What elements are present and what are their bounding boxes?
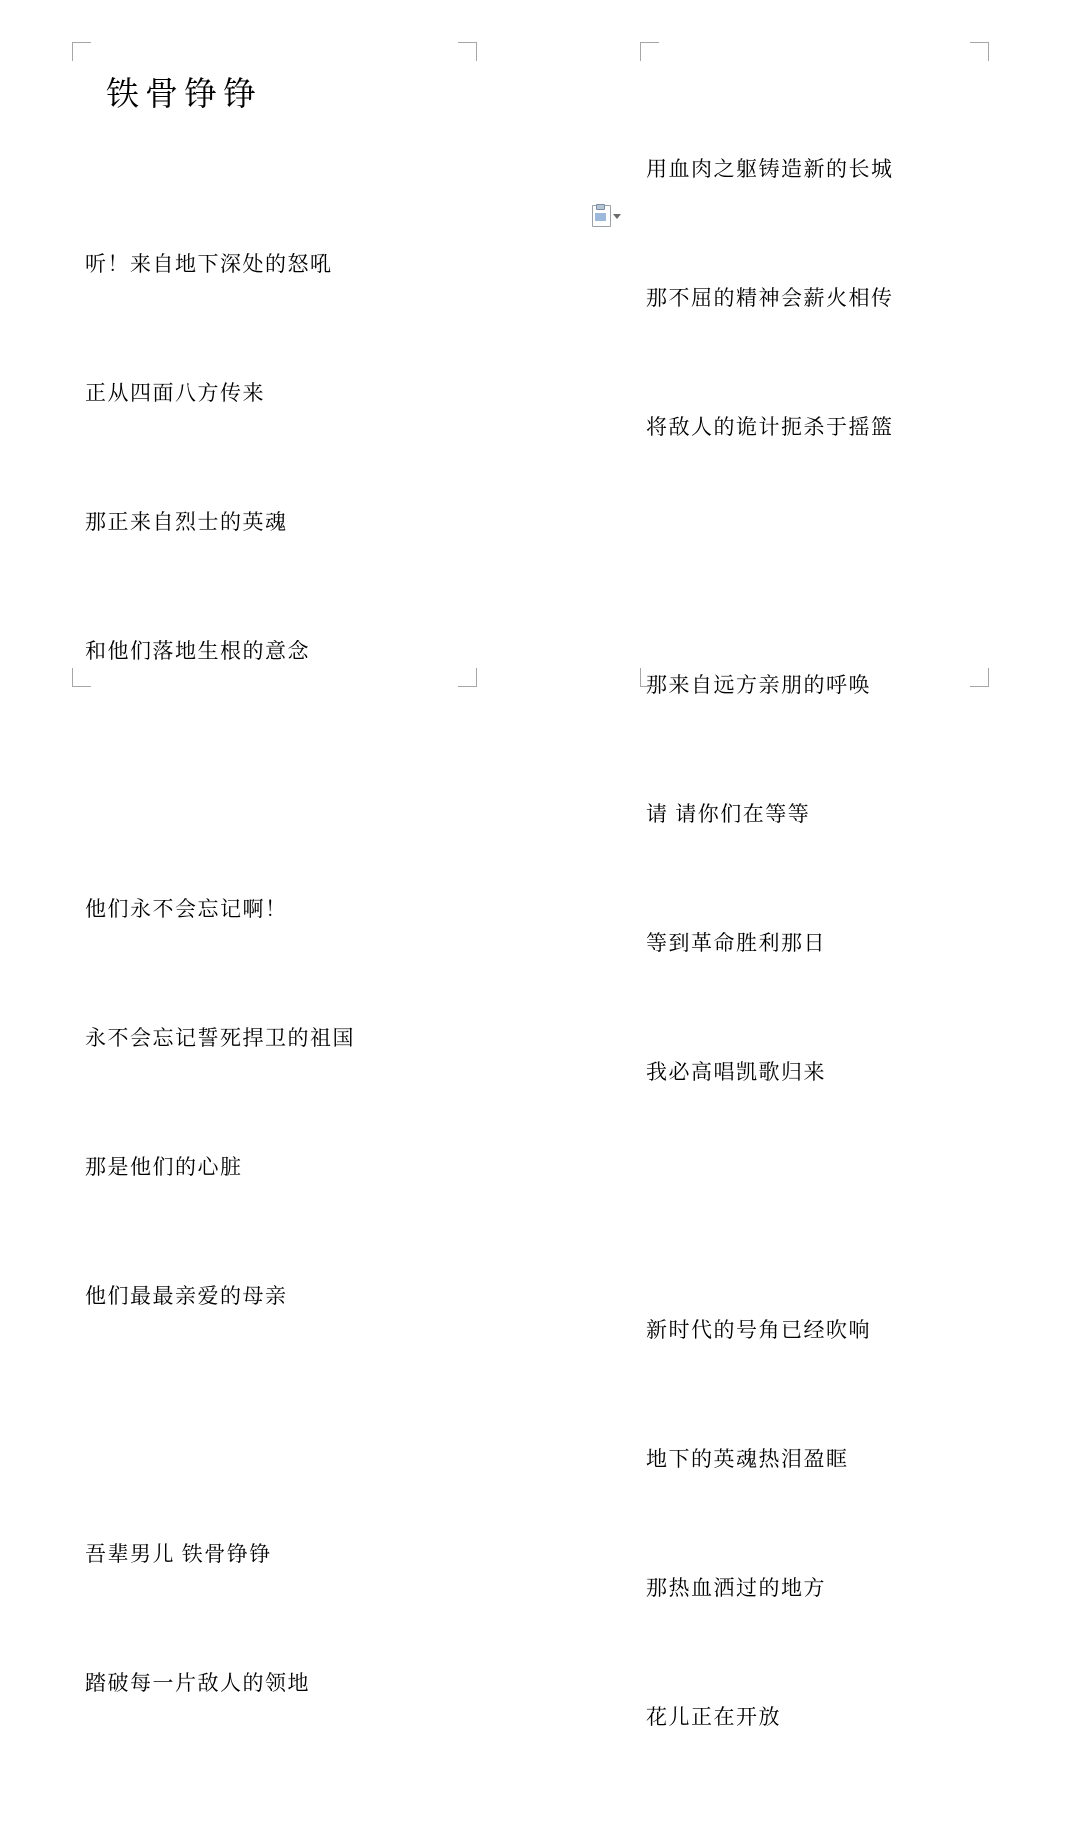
line: 花儿正在开放	[646, 1705, 781, 1729]
line: 那热血洒过的地方	[646, 1576, 826, 1600]
line: 请 请你们在等等	[646, 802, 811, 826]
page-title-text: 铁骨铮铮	[106, 77, 262, 113]
line-blank	[85, 1404, 548, 1447]
chevron-down-icon[interactable]	[613, 214, 621, 219]
paste-options-icon[interactable]	[592, 205, 624, 227]
line: 他们最最亲爱的母亲	[85, 1284, 288, 1308]
line: 和他们落地生根的意念	[85, 639, 310, 663]
line: 听！来自地下深处的怒吼	[85, 252, 333, 276]
page-left-body[interactable]	[0, 115, 548, 1791]
line: 正从四面八方传来	[85, 381, 265, 405]
line: 那是他们的心脏	[85, 1155, 243, 1179]
line: 那不屈的精神会薪火相传	[646, 286, 894, 310]
line: 他们永不会忘记啊！	[85, 897, 288, 921]
line: 我必高唱凯歌归来	[646, 1060, 826, 1084]
document-page-left[interactable]	[0, 0, 548, 1695]
line: 用血肉之躯铸造新的长城	[646, 157, 894, 181]
clipboard-icon	[592, 205, 611, 227]
line: 新时代的号角已经吹响	[646, 1318, 871, 1342]
page-title	[0, 0, 548, 115]
line: 那正来自烈士的英魂	[85, 510, 288, 534]
line-blank	[646, 535, 1080, 578]
page-right-body[interactable]	[548, 0, 1080, 1825]
line: 吾辈男儿 铁骨铮铮	[85, 1542, 272, 1566]
line: 地下的英魂热泪盈眶	[646, 1447, 849, 1471]
line-blank	[85, 759, 548, 802]
line: 将敌人的诡计扼杀于摇篮	[646, 415, 894, 439]
line: 踏破每一片敌人的领地	[85, 1671, 310, 1695]
line: 等到革命胜利那日	[646, 931, 826, 955]
document-page-right[interactable]	[548, 0, 1080, 1729]
line: 那来自远方亲朋的呼唤	[646, 673, 871, 697]
line: 永不会忘记誓死捍卫的祖国	[85, 1026, 355, 1050]
line-blank	[646, 1180, 1080, 1223]
